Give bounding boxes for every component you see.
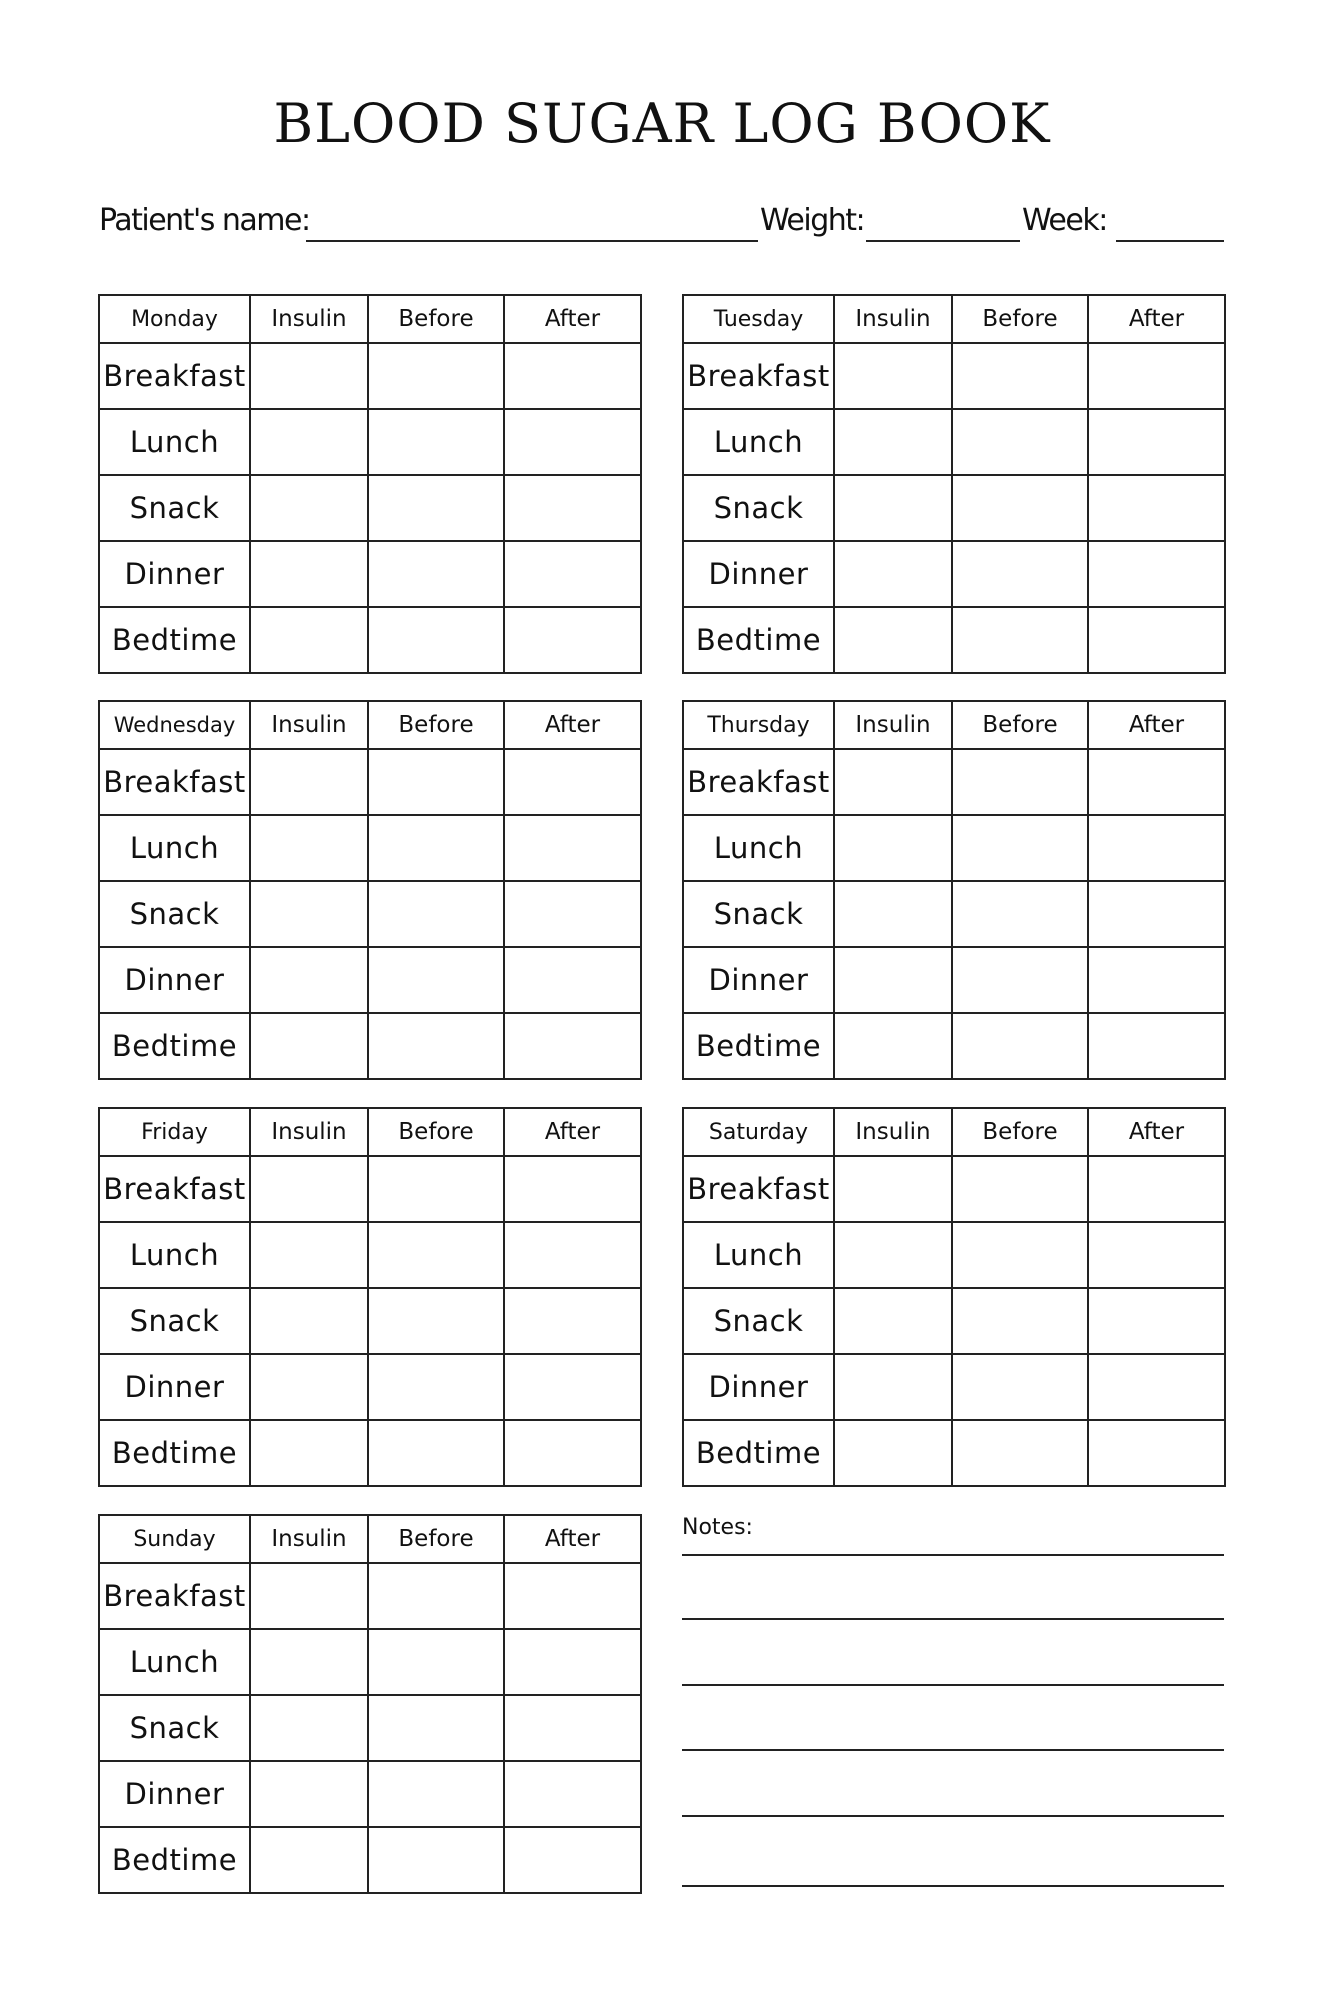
- before-cell[interactable]: [368, 1354, 504, 1420]
- meal-label: Breakfast: [683, 1156, 834, 1222]
- meal-label: Dinner: [99, 1761, 250, 1827]
- insulin-cell[interactable]: [250, 475, 368, 541]
- insulin-cell[interactable]: [834, 1354, 952, 1420]
- meal-label: Snack: [683, 1288, 834, 1354]
- insulin-cell[interactable]: [250, 1629, 368, 1695]
- meal-label: Bedtime: [99, 1013, 250, 1079]
- day-table-sunday: [98, 1514, 642, 1894]
- before-cell[interactable]: [368, 947, 504, 1013]
- meal-label: Breakfast: [99, 1156, 250, 1222]
- insulin-cell[interactable]: [250, 541, 368, 607]
- before-cell[interactable]: [952, 1222, 1088, 1288]
- meal-label: Lunch: [99, 1222, 250, 1288]
- meal-label: Dinner: [683, 1354, 834, 1420]
- before-cell[interactable]: [368, 343, 504, 409]
- patient-name-field[interactable]: [306, 240, 758, 242]
- before-cell[interactable]: [368, 881, 504, 947]
- meal-label: Breakfast: [683, 343, 834, 409]
- insulin-cell[interactable]: [250, 1827, 368, 1893]
- notes-line[interactable]: [682, 1885, 1224, 1887]
- insulin-cell[interactable]: [250, 749, 368, 815]
- meal-label: Bedtime: [99, 1827, 250, 1893]
- column-header-after: After: [504, 1108, 641, 1156]
- meal-label: Bedtime: [683, 607, 834, 673]
- before-cell[interactable]: [952, 1354, 1088, 1420]
- meal-label: Lunch: [683, 815, 834, 881]
- after-cell[interactable]: [504, 1288, 641, 1354]
- day-name: Wednesday: [99, 701, 250, 749]
- after-cell[interactable]: [504, 1420, 641, 1486]
- after-cell[interactable]: [504, 1013, 641, 1079]
- after-cell[interactable]: [504, 475, 641, 541]
- day-name: Friday: [99, 1108, 250, 1156]
- before-cell[interactable]: [368, 1695, 504, 1761]
- before-cell[interactable]: [368, 541, 504, 607]
- after-cell[interactable]: [504, 343, 641, 409]
- column-header-insulin: Insulin: [250, 1515, 368, 1563]
- column-header-before: Before: [952, 295, 1088, 343]
- after-cell[interactable]: [1088, 475, 1225, 541]
- before-cell[interactable]: [952, 1013, 1088, 1079]
- before-cell[interactable]: [952, 881, 1088, 947]
- insulin-cell[interactable]: [250, 1222, 368, 1288]
- day-table-wednesday: [98, 700, 642, 1080]
- after-cell[interactable]: [504, 541, 641, 607]
- before-cell[interactable]: [368, 409, 504, 475]
- meal-label: Breakfast: [683, 749, 834, 815]
- column-header-insulin: Insulin: [834, 1108, 952, 1156]
- insulin-cell[interactable]: [834, 1420, 952, 1486]
- day-table-thursday: [682, 700, 1226, 1080]
- insulin-cell[interactable]: [834, 1156, 952, 1222]
- day-table-monday: [98, 294, 642, 674]
- column-header-insulin: Insulin: [250, 295, 368, 343]
- after-cell[interactable]: [1088, 881, 1225, 947]
- insulin-cell[interactable]: [250, 1288, 368, 1354]
- after-cell[interactable]: [504, 1827, 641, 1893]
- after-cell[interactable]: [1088, 1156, 1225, 1222]
- meal-label: Lunch: [99, 409, 250, 475]
- column-header-after: After: [504, 295, 641, 343]
- after-cell[interactable]: [1088, 1013, 1225, 1079]
- insulin-cell[interactable]: [834, 947, 952, 1013]
- before-cell[interactable]: [368, 1563, 504, 1629]
- before-cell[interactable]: [952, 1156, 1088, 1222]
- before-cell[interactable]: [952, 475, 1088, 541]
- insulin-cell[interactable]: [250, 1420, 368, 1486]
- day-table-saturday: [682, 1107, 1226, 1487]
- week-label: Week:: [1022, 203, 1107, 238]
- day-name: Thursday: [683, 701, 834, 749]
- notes-line[interactable]: [682, 1554, 1224, 1556]
- after-cell[interactable]: [504, 1354, 641, 1420]
- insulin-cell[interactable]: [834, 409, 952, 475]
- meal-label: Lunch: [99, 1629, 250, 1695]
- after-cell[interactable]: [504, 409, 641, 475]
- weight-field[interactable]: [866, 240, 1020, 242]
- column-header-after: After: [1088, 701, 1225, 749]
- after-cell[interactable]: [1088, 947, 1225, 1013]
- before-cell[interactable]: [952, 409, 1088, 475]
- insulin-cell[interactable]: [834, 1288, 952, 1354]
- meal-label: Snack: [683, 881, 834, 947]
- before-cell[interactable]: [368, 475, 504, 541]
- after-cell[interactable]: [1088, 343, 1225, 409]
- after-cell[interactable]: [504, 607, 641, 673]
- meal-label: Lunch: [683, 409, 834, 475]
- insulin-cell[interactable]: [834, 1013, 952, 1079]
- after-cell[interactable]: [1088, 1420, 1225, 1486]
- page-title: BLOOD SUGAR LOG BOOK: [273, 92, 1051, 155]
- before-cell[interactable]: [952, 343, 1088, 409]
- before-cell[interactable]: [952, 541, 1088, 607]
- meal-label: Bedtime: [683, 1013, 834, 1079]
- insulin-cell[interactable]: [250, 409, 368, 475]
- meal-label: Snack: [683, 475, 834, 541]
- before-cell[interactable]: [952, 947, 1088, 1013]
- notes-line[interactable]: [682, 1618, 1224, 1620]
- column-header-insulin: Insulin: [250, 1108, 368, 1156]
- day-name: Sunday: [99, 1515, 250, 1563]
- after-cell[interactable]: [504, 1222, 641, 1288]
- after-cell[interactable]: [1088, 1288, 1225, 1354]
- meal-label: Bedtime: [99, 1420, 250, 1486]
- insulin-cell[interactable]: [250, 947, 368, 1013]
- meal-label: Dinner: [683, 541, 834, 607]
- column-header-before: Before: [368, 1515, 504, 1563]
- day-name: Tuesday: [683, 295, 834, 343]
- before-cell[interactable]: [368, 1420, 504, 1486]
- after-cell[interactable]: [1088, 607, 1225, 673]
- column-header-before: Before: [368, 1108, 504, 1156]
- meal-label: Bedtime: [99, 607, 250, 673]
- column-header-before: Before: [368, 295, 504, 343]
- column-header-insulin: Insulin: [834, 701, 952, 749]
- meal-label: Breakfast: [99, 749, 250, 815]
- after-cell[interactable]: [504, 1563, 641, 1629]
- meal-label: Snack: [99, 881, 250, 947]
- column-header-after: After: [1088, 295, 1225, 343]
- day-table-friday: [98, 1107, 642, 1487]
- insulin-cell[interactable]: [250, 1563, 368, 1629]
- after-cell[interactable]: [504, 947, 641, 1013]
- day-name: Monday: [99, 295, 250, 343]
- meal-label: Snack: [99, 1695, 250, 1761]
- before-cell[interactable]: [952, 749, 1088, 815]
- meal-label: Dinner: [99, 541, 250, 607]
- column-header-insulin: Insulin: [834, 295, 952, 343]
- column-header-insulin: Insulin: [250, 701, 368, 749]
- before-cell[interactable]: [368, 1827, 504, 1893]
- meal-label: Dinner: [99, 947, 250, 1013]
- before-cell[interactable]: [368, 1156, 504, 1222]
- meal-label: Dinner: [99, 1354, 250, 1420]
- before-cell[interactable]: [952, 1288, 1088, 1354]
- column-header-after: After: [504, 701, 641, 749]
- after-cell[interactable]: [1088, 815, 1225, 881]
- after-cell[interactable]: [504, 1629, 641, 1695]
- insulin-cell[interactable]: [250, 1761, 368, 1827]
- before-cell[interactable]: [368, 815, 504, 881]
- after-cell[interactable]: [1088, 1222, 1225, 1288]
- after-cell[interactable]: [1088, 409, 1225, 475]
- insulin-cell[interactable]: [834, 343, 952, 409]
- insulin-cell[interactable]: [250, 815, 368, 881]
- before-cell[interactable]: [368, 1761, 504, 1827]
- meal-label: Lunch: [683, 1222, 834, 1288]
- weight-label: Weight:: [760, 203, 865, 238]
- before-cell[interactable]: [952, 815, 1088, 881]
- insulin-cell[interactable]: [250, 1013, 368, 1079]
- meal-label: Snack: [99, 475, 250, 541]
- meal-label: Dinner: [683, 947, 834, 1013]
- after-cell[interactable]: [1088, 749, 1225, 815]
- day-name: Saturday: [683, 1108, 834, 1156]
- before-cell[interactable]: [952, 607, 1088, 673]
- meal-label: Breakfast: [99, 1563, 250, 1629]
- day-table-tuesday: [682, 294, 1226, 674]
- column-header-before: Before: [952, 701, 1088, 749]
- column-header-after: After: [504, 1515, 641, 1563]
- notes-line[interactable]: [682, 1815, 1224, 1817]
- meal-label: Bedtime: [683, 1420, 834, 1486]
- insulin-cell[interactable]: [834, 607, 952, 673]
- column-header-before: Before: [952, 1108, 1088, 1156]
- before-cell[interactable]: [952, 1420, 1088, 1486]
- after-cell[interactable]: [504, 881, 641, 947]
- after-cell[interactable]: [1088, 541, 1225, 607]
- insulin-cell[interactable]: [834, 1222, 952, 1288]
- before-cell[interactable]: [368, 1222, 504, 1288]
- meal-label: Breakfast: [99, 343, 250, 409]
- before-cell[interactable]: [368, 1288, 504, 1354]
- meal-label: Lunch: [99, 815, 250, 881]
- insulin-cell[interactable]: [834, 749, 952, 815]
- insulin-cell[interactable]: [250, 1156, 368, 1222]
- after-cell[interactable]: [504, 1695, 641, 1761]
- after-cell[interactable]: [1088, 1354, 1225, 1420]
- patient-name-label: Patient's name:: [99, 203, 310, 238]
- insulin-cell[interactable]: [834, 475, 952, 541]
- after-cell[interactable]: [504, 815, 641, 881]
- after-cell[interactable]: [504, 1761, 641, 1827]
- week-field[interactable]: [1116, 240, 1224, 242]
- insulin-cell[interactable]: [250, 343, 368, 409]
- insulin-cell[interactable]: [250, 881, 368, 947]
- meal-label: Snack: [99, 1288, 250, 1354]
- insulin-cell[interactable]: [250, 607, 368, 673]
- insulin-cell[interactable]: [834, 881, 952, 947]
- notes-line[interactable]: [682, 1749, 1224, 1751]
- insulin-cell[interactable]: [250, 1354, 368, 1420]
- before-cell[interactable]: [368, 1013, 504, 1079]
- after-cell[interactable]: [504, 1156, 641, 1222]
- column-header-before: Before: [368, 701, 504, 749]
- before-cell[interactable]: [368, 1629, 504, 1695]
- insulin-cell[interactable]: [834, 541, 952, 607]
- before-cell[interactable]: [368, 749, 504, 815]
- column-header-after: After: [1088, 1108, 1225, 1156]
- before-cell[interactable]: [368, 607, 504, 673]
- after-cell[interactable]: [504, 749, 641, 815]
- notes-label: Notes:: [682, 1515, 753, 1540]
- notes-line[interactable]: [682, 1684, 1224, 1686]
- insulin-cell[interactable]: [834, 815, 952, 881]
- insulin-cell[interactable]: [250, 1695, 368, 1761]
